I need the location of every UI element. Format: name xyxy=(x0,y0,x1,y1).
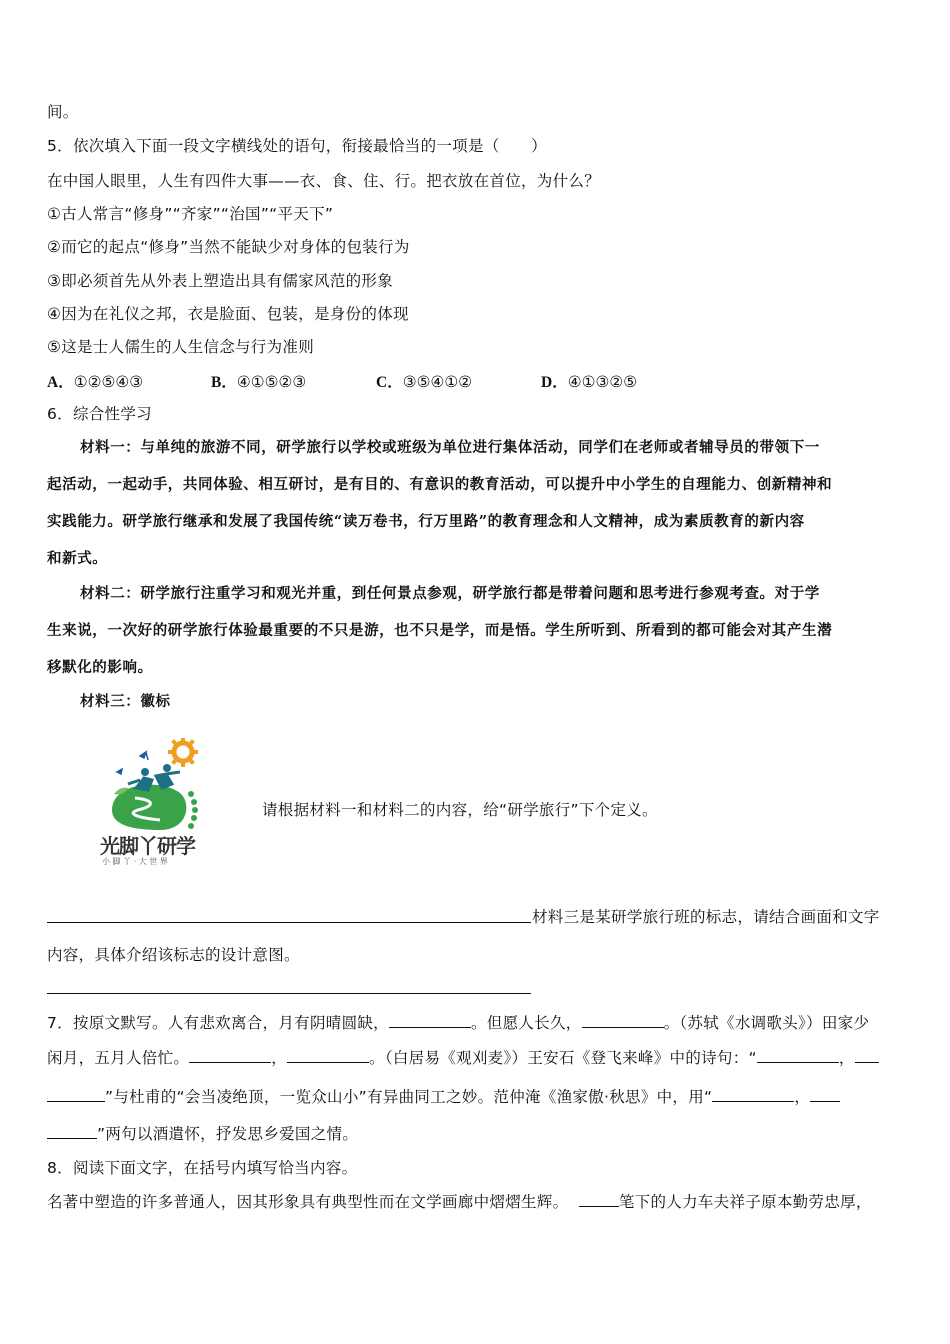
q6-answer-line-1[interactable] xyxy=(47,922,531,923)
q6-material1-line2: 起活动，一起动手，共同体验、相互研讨，是有目的、有意识的教育活动，可以提升中小学生的自理能力、创新精神和 xyxy=(47,476,833,493)
q7-blank-6a[interactable] xyxy=(855,1048,879,1063)
q6-material2-line3: 移默化的影响。 xyxy=(47,659,153,676)
continuation-text: 间。 xyxy=(47,103,79,121)
q6-stem: 6．综合性学习 xyxy=(47,405,152,423)
q7-blank-8b[interactable] xyxy=(47,1124,97,1139)
logo-subtitle: 小 脚 丫 · 大 世 界 xyxy=(102,857,168,866)
logo-title: 光脚丫研学 xyxy=(100,834,195,858)
q7-blank-5[interactable] xyxy=(757,1048,839,1063)
q6-material3-label: 材料三：徽标 xyxy=(80,693,171,710)
q7-blank-1[interactable] xyxy=(389,1013,471,1028)
q5-stem: 5．依次填入下面一段文字横线处的语句，衔接最恰当的一项是（ ） xyxy=(47,137,547,155)
q7-blank-2[interactable] xyxy=(582,1013,664,1028)
q7-line4: ”两句以酒遣怀，抒发思乡爱国之情。 xyxy=(47,1124,358,1144)
q7-blank-4[interactable] xyxy=(287,1048,369,1063)
q5-sentence-2: ②而它的起点“修身”当然不能缺少对身体的包装行为 xyxy=(47,238,410,256)
q6-material2-line2: 生来说，一次好的研学旅行体验最重要的不只是游，也不只是学，而是悟。学生所听到、所看到的都可能会对其产生潜 xyxy=(47,622,833,639)
q6-material1-line4: 和新式。 xyxy=(47,550,108,567)
q5-option-b: B．④①⑤②③ xyxy=(211,373,307,391)
q7-blank-8a[interactable] xyxy=(810,1087,840,1102)
q8-line1: 名著中塑造的许多普通人，因其形象具有典型性而在文学画廊中熠熠生辉。 笔下的人力车夫祥子原本勤劳忠厚， xyxy=(47,1193,872,1211)
q5-sentence-4: ④因为在礼仪之邦，衣是脸面、包装，是身份的体现 xyxy=(47,305,409,323)
study-tour-logo xyxy=(100,738,215,873)
q5-option-a: A．①②⑤④③ xyxy=(47,373,144,391)
q6-material1-line1: 材料一：与单纯的旅游不同，研学旅行以学校或班级为单位进行集体活动，同学们在老师或者辅导员的带领下一 xyxy=(80,439,820,456)
logo-graphic-icon xyxy=(100,738,215,838)
q5-option-c: C．③⑤④①② xyxy=(376,373,473,391)
q7-blank-3[interactable] xyxy=(189,1048,271,1063)
q7-line2: 闲月，五月人倍忙。 ， 。（白居易《观刈麦》）王安石《登飞来峰》中的诗句：“ ， xyxy=(47,1048,879,1068)
q7-line1: 7．按原文默写。人有悲欢离合，月有阴晴圆缺， 。但愿人长久， 。（苏轼《水调歌头》）田家少 xyxy=(47,1014,870,1032)
q6-prompt1: 请根据材料一和材料二的内容，给“研学旅行”下个定义。 xyxy=(262,801,658,819)
q6-answer-line-2[interactable] xyxy=(47,993,531,994)
q6-prompt2-cont: 内容，具体介绍该标志的设计意图。 xyxy=(47,946,300,964)
q5-option-d: D．④①③②⑤ xyxy=(541,373,638,391)
q7-line3: ”与杜甫的“会当凌绝顶，一览众山小”有异曲同工之妙。范仲淹《渔家傲·秋思》中，用“ ， xyxy=(47,1087,840,1107)
q5-sentence-5: ⑤这是士人儒生的人生信念与行为准则 xyxy=(47,338,314,356)
q8-stem: 8．阅读下面文字，在括号内填写恰当内容。 xyxy=(47,1159,358,1177)
q6-material1-line3: 实践能力。研学旅行继承和发展了我国传统“读万卷书，行万里路”的教育理念和人文精神，成为素质教育的新内容 xyxy=(47,513,805,530)
q8-blank-1[interactable] xyxy=(579,1192,619,1207)
q5-sentence-1: ①古人常言“修身”“齐家”“治国”“平天下” xyxy=(47,205,334,223)
q5-sentence-3: ③即必须首先从外表上塑造出具有儒家风范的形象 xyxy=(47,272,393,290)
q6-prompt2: 材料三是某研学旅行班的标志，请结合画面和文字 xyxy=(532,908,880,926)
q6-material2-line1: 材料二：研学旅行注重学习和观光并重，到任何景点参观，研学旅行都是带着问题和思考进行参观考查。对于学 xyxy=(80,585,820,602)
q5-passage: 在中国人眼里，人生有四件大事——衣、食、住、行。把衣放在首位，为什么？ xyxy=(47,172,601,190)
q7-blank-6b[interactable] xyxy=(47,1087,105,1102)
q7-blank-7[interactable] xyxy=(712,1087,794,1102)
